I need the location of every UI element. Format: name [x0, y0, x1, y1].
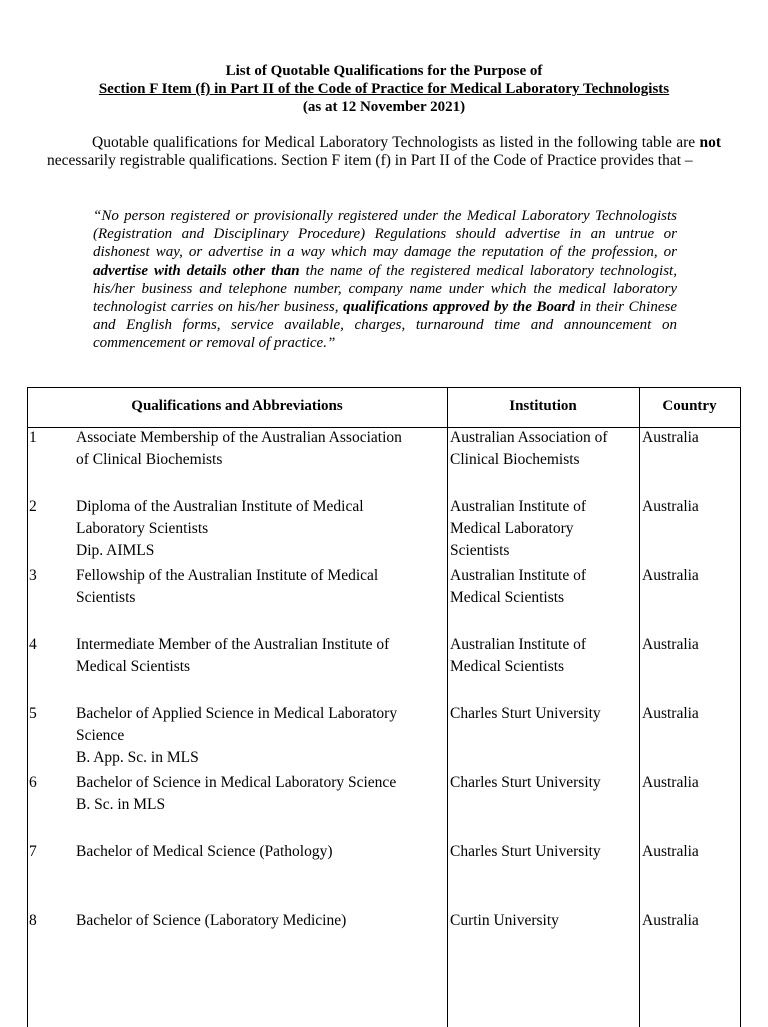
qualification-line: Scientists [76, 589, 136, 606]
country-cell: Australia [642, 636, 699, 653]
institution-cell [450, 703, 640, 725]
code-quote [93, 207, 677, 353]
qualification-line: of Clinical Biochemists [76, 451, 223, 468]
qualification-cell [76, 841, 446, 863]
country-cell: Australia [642, 774, 699, 791]
header-qualifications: Qualifications and Abbreviations [131, 398, 343, 414]
institution-line: Charles Sturt University [450, 774, 601, 791]
qualification-line: Bachelor of Medical Science (Pathology) [76, 843, 333, 860]
table-row [27, 496, 741, 565]
row-number: 7 [29, 843, 37, 860]
institution-cell [450, 565, 640, 609]
qualification-line: Fellowship of the Australian Institute of Medical [76, 567, 379, 584]
row-number: 6 [29, 774, 37, 791]
qualification-line: Diploma of the Australian Institute of Medical [76, 498, 364, 515]
institution-cell [450, 496, 640, 562]
qualification-cell [76, 910, 446, 932]
country-cell: Australia [642, 429, 699, 446]
quote-text-1: “No person registered or provisionally registered under the Medical Laboratory Technologists (Registration and Disciplinary Procedure) Regulations should advertise in an untrue or dishonest way, or advertise in a way which may damage the reputation of the profession, or [93, 208, 677, 261]
intro-bold-not: not [699, 134, 721, 151]
table-row [27, 910, 741, 979]
institution-line: Clinical Biochemists [450, 451, 580, 468]
table-row [27, 565, 741, 634]
institution-line: Medical Scientists [450, 589, 565, 606]
institution-cell [450, 910, 640, 932]
qualification-line: Bachelor of Science (Laboratory Medicine) [76, 912, 347, 929]
country-cell: Australia [642, 912, 699, 929]
intro-text-1: Quotable qualifications for Medical Laboratory Technologists as listed in the following table are [92, 134, 700, 151]
row-number: 2 [29, 498, 37, 515]
institution-line: Medical Laboratory [450, 520, 574, 537]
country-cell: Australia [642, 567, 699, 584]
row-number: 1 [29, 429, 37, 446]
qualification-line: Bachelor of Applied Science in Medical Laboratory [76, 705, 398, 722]
country-cell: Australia [642, 705, 699, 722]
institution-line: Australian Association of [450, 429, 608, 446]
quote-bold-2: qualifications approved by the Board [343, 299, 575, 316]
institution-line: Charles Sturt University [450, 705, 601, 722]
row-number: 5 [29, 705, 37, 722]
title-line-3: (as at 12 November 2021) [302, 99, 466, 115]
qualification-line: Medical Scientists [76, 658, 191, 675]
country-cell: Australia [642, 843, 699, 860]
table-row [27, 841, 741, 910]
quote-bold-1: advertise with details other than [93, 262, 300, 279]
qualification-line: B. App. Sc. in MLS [76, 749, 199, 766]
intro-text-2: necessarily registrable qualifications. Section F item (f) in Part II of the Code of Practice provides that – [47, 152, 693, 169]
qualification-cell [76, 703, 446, 769]
qualification-cell [76, 772, 446, 816]
institution-line: Australian Institute of [450, 498, 587, 515]
qualification-cell [76, 496, 446, 562]
header-institution: Institution [509, 398, 577, 414]
institution-line: Medical Scientists [450, 658, 565, 675]
quote-text-2: the name of the registered medical laboratory technologist, his/her business and telephone number, company name under which the medical laboratory technologist carries on his/her business, [93, 262, 677, 316]
qualifications-table [27, 387, 741, 1027]
institution-line: Australian Institute of [450, 636, 587, 653]
qualification-cell [76, 565, 446, 609]
table-row [27, 772, 741, 841]
institution-cell [450, 634, 640, 678]
qualification-line: Intermediate Member of the Australian Institute of [76, 636, 390, 653]
intro-paragraph [47, 134, 721, 170]
title-line-2: Section F Item (f) in Part II of the Code of Practice for Medical Laboratory Technologists [98, 81, 670, 97]
qualification-cell [76, 427, 446, 471]
institution-line: Charles Sturt University [450, 843, 601, 860]
institution-cell [450, 427, 640, 471]
institution-cell [450, 772, 640, 794]
qualification-line: Science [76, 727, 125, 744]
table-row [27, 703, 741, 772]
qualification-line: Laboratory Scientists [76, 520, 209, 537]
row-number: 3 [29, 567, 37, 584]
qualification-line: Bachelor of Science in Medical Laboratory Science [76, 774, 397, 791]
institution-line: Scientists [450, 542, 510, 559]
title-line-1: List of Quotable Qualifications for the Purpose of [225, 63, 543, 79]
qualification-line: B. Sc. in MLS [76, 796, 166, 813]
qualification-line: Dip. AIMLS [76, 542, 155, 559]
country-cell: Australia [642, 498, 699, 515]
institution-line: Australian Institute of [450, 567, 587, 584]
institution-cell [450, 841, 640, 863]
qualification-cell [76, 634, 446, 678]
row-number: 8 [29, 912, 37, 929]
row-number: 4 [29, 636, 37, 653]
table-top-border [27, 387, 741, 388]
table-row [27, 634, 741, 703]
document-title [0, 62, 768, 116]
institution-line: Curtin University [450, 912, 559, 929]
header-country: Country [662, 398, 717, 414]
table-row [27, 427, 741, 496]
qualification-line: Associate Membership of the Australian Association [76, 429, 402, 446]
quote-text-3: in their Chinese and English forms, service available, charges, turnaround time and announcement on commencement or removal of practice.” [93, 299, 677, 352]
